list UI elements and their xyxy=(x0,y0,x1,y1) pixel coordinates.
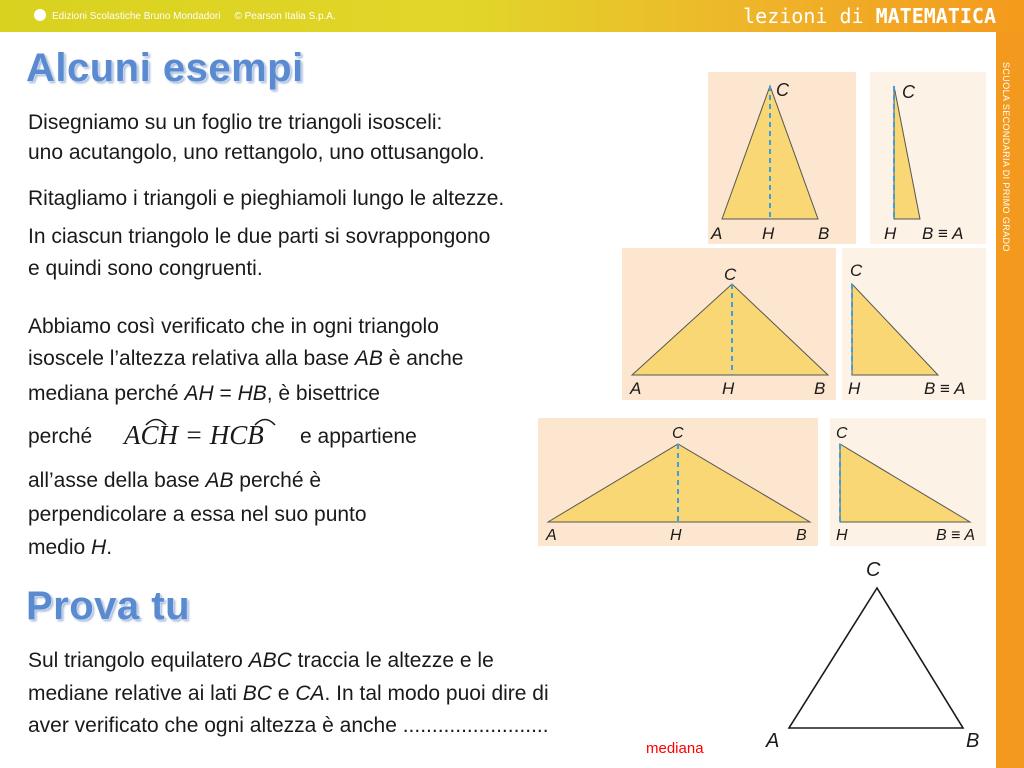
side-label: SCUOLA SECONDARIA DI PRIMO GRADO xyxy=(1001,62,1011,252)
p3l2-it: AB xyxy=(354,347,383,370)
label-h: H xyxy=(722,379,735,398)
p3l5-post: perché è xyxy=(233,469,322,492)
answer-text: mediana xyxy=(646,740,704,757)
fig-acute-folded xyxy=(870,72,986,244)
label-ba: B ≡ A xyxy=(924,379,966,398)
fig-obtuse-full xyxy=(538,418,818,546)
publisher-name: Edizioni Scolastiche Bruno Mondadori xyxy=(52,11,221,22)
label-ba: B ≡ A xyxy=(922,224,964,243)
fig-equilateral xyxy=(760,555,996,755)
ex1-it: ABC xyxy=(248,649,292,672)
label-b: B xyxy=(818,224,830,243)
p3l7-pre: medio xyxy=(28,536,92,559)
side-band xyxy=(996,32,1024,768)
p3l3-it1: AH xyxy=(184,382,214,405)
ex2-it2: CA xyxy=(295,682,325,705)
title-alcuni-esempi: Alcuni esempi xyxy=(26,46,304,90)
header-bar xyxy=(0,0,1024,32)
exercise-line-3: aver verificato che ogni altezza è anche ......................... xyxy=(28,714,549,737)
brand xyxy=(743,4,996,28)
label-c: C xyxy=(776,80,789,100)
p3l3-post: , è bisettrice xyxy=(266,382,380,405)
p3l2-post: è anche xyxy=(382,347,464,370)
panel-bg xyxy=(870,72,986,244)
ex2-it1: BC xyxy=(242,682,272,705)
para-3-line-3 xyxy=(28,378,380,410)
label-h: H xyxy=(670,527,682,544)
para-2-line-3: e quindi sono congruenti. xyxy=(28,257,263,280)
label-a: A xyxy=(630,379,642,398)
label-h: H xyxy=(848,379,861,398)
fig-acute-full xyxy=(708,72,856,244)
copyright: © Pearson Italia S.p.A. xyxy=(234,11,336,22)
label-c: C xyxy=(724,265,737,284)
ex2-post: . In tal modo puoi dire di xyxy=(324,682,549,705)
publisher-info xyxy=(34,9,336,22)
fig-right-folded xyxy=(842,248,986,400)
label-h: H xyxy=(884,224,897,243)
p3l5-pre: all’asse della base xyxy=(28,469,206,492)
label-h: H xyxy=(836,527,848,544)
para-3-line-7 xyxy=(28,532,112,564)
p3l5-it: AB xyxy=(205,469,234,492)
ex2-pre: mediane relative ai lati xyxy=(28,682,243,705)
para-2-line-1: Ritagliamo i triangoli e pieghiamoli lungo le altezze. xyxy=(28,187,505,210)
label-c: C xyxy=(902,82,915,102)
para-1-line-1: Disegniamo su un foglio tre triangoli isosceli: xyxy=(28,111,443,134)
ex1-pre: Sul triangolo equilatero xyxy=(28,649,249,672)
para-3-line-4-post: e appartiene xyxy=(300,425,417,448)
ex1-post: traccia le altezze e le xyxy=(291,649,494,672)
fig-right-full xyxy=(622,248,836,400)
label-a: A xyxy=(546,527,557,544)
label-b: B xyxy=(796,527,807,544)
label-b: B xyxy=(966,730,980,752)
label-a: A xyxy=(711,224,723,243)
formula-text: ACH = HCB xyxy=(124,420,264,450)
label-c: C xyxy=(850,261,863,280)
p3l3-pre: mediana perché xyxy=(28,382,185,405)
fig-obtuse-folded xyxy=(830,418,986,546)
angle-formula xyxy=(120,410,308,456)
p3l7-post: . xyxy=(106,536,113,559)
p3l2-pre: isoscele l’altezza relativa alla base xyxy=(28,347,355,370)
para-3-line-1: Abbiamo così verificato che in ogni triangolo xyxy=(28,315,439,338)
label-c: C xyxy=(672,425,684,442)
para-3-line-5 xyxy=(28,465,321,497)
brand-light: lezioni di xyxy=(743,4,864,28)
label-c: C xyxy=(866,559,881,581)
label-c: C xyxy=(836,425,848,442)
exercise-line-2 xyxy=(28,678,549,710)
para-3-line-6: perpendicolare a essa nel suo punto xyxy=(28,503,367,526)
para-3-line-2 xyxy=(28,343,463,375)
publisher-logo-icon xyxy=(34,9,46,21)
exercise-line-1 xyxy=(28,645,494,677)
equilateral-triangle xyxy=(789,588,963,728)
brand-bold: MATEMATICA xyxy=(875,4,996,28)
para-1-line-2: uno acutangolo, uno rettangolo, uno ottusangolo. xyxy=(28,141,485,164)
title-prova-tu: Prova tu xyxy=(26,584,191,628)
para-3-line-4-pre: perché xyxy=(28,425,93,448)
label-h: H xyxy=(762,224,775,243)
label-a: A xyxy=(766,730,780,752)
p3l3-it2: HB xyxy=(237,382,267,405)
p3l3-eq: = xyxy=(213,382,238,405)
ex2-mid: e xyxy=(271,682,296,705)
label-ba: B ≡ A xyxy=(936,527,975,544)
label-b: B xyxy=(814,379,826,398)
para-2-line-2: In ciascun triangolo le due parti si sovrappongono xyxy=(28,225,491,248)
p3l7-it: H xyxy=(91,536,107,559)
